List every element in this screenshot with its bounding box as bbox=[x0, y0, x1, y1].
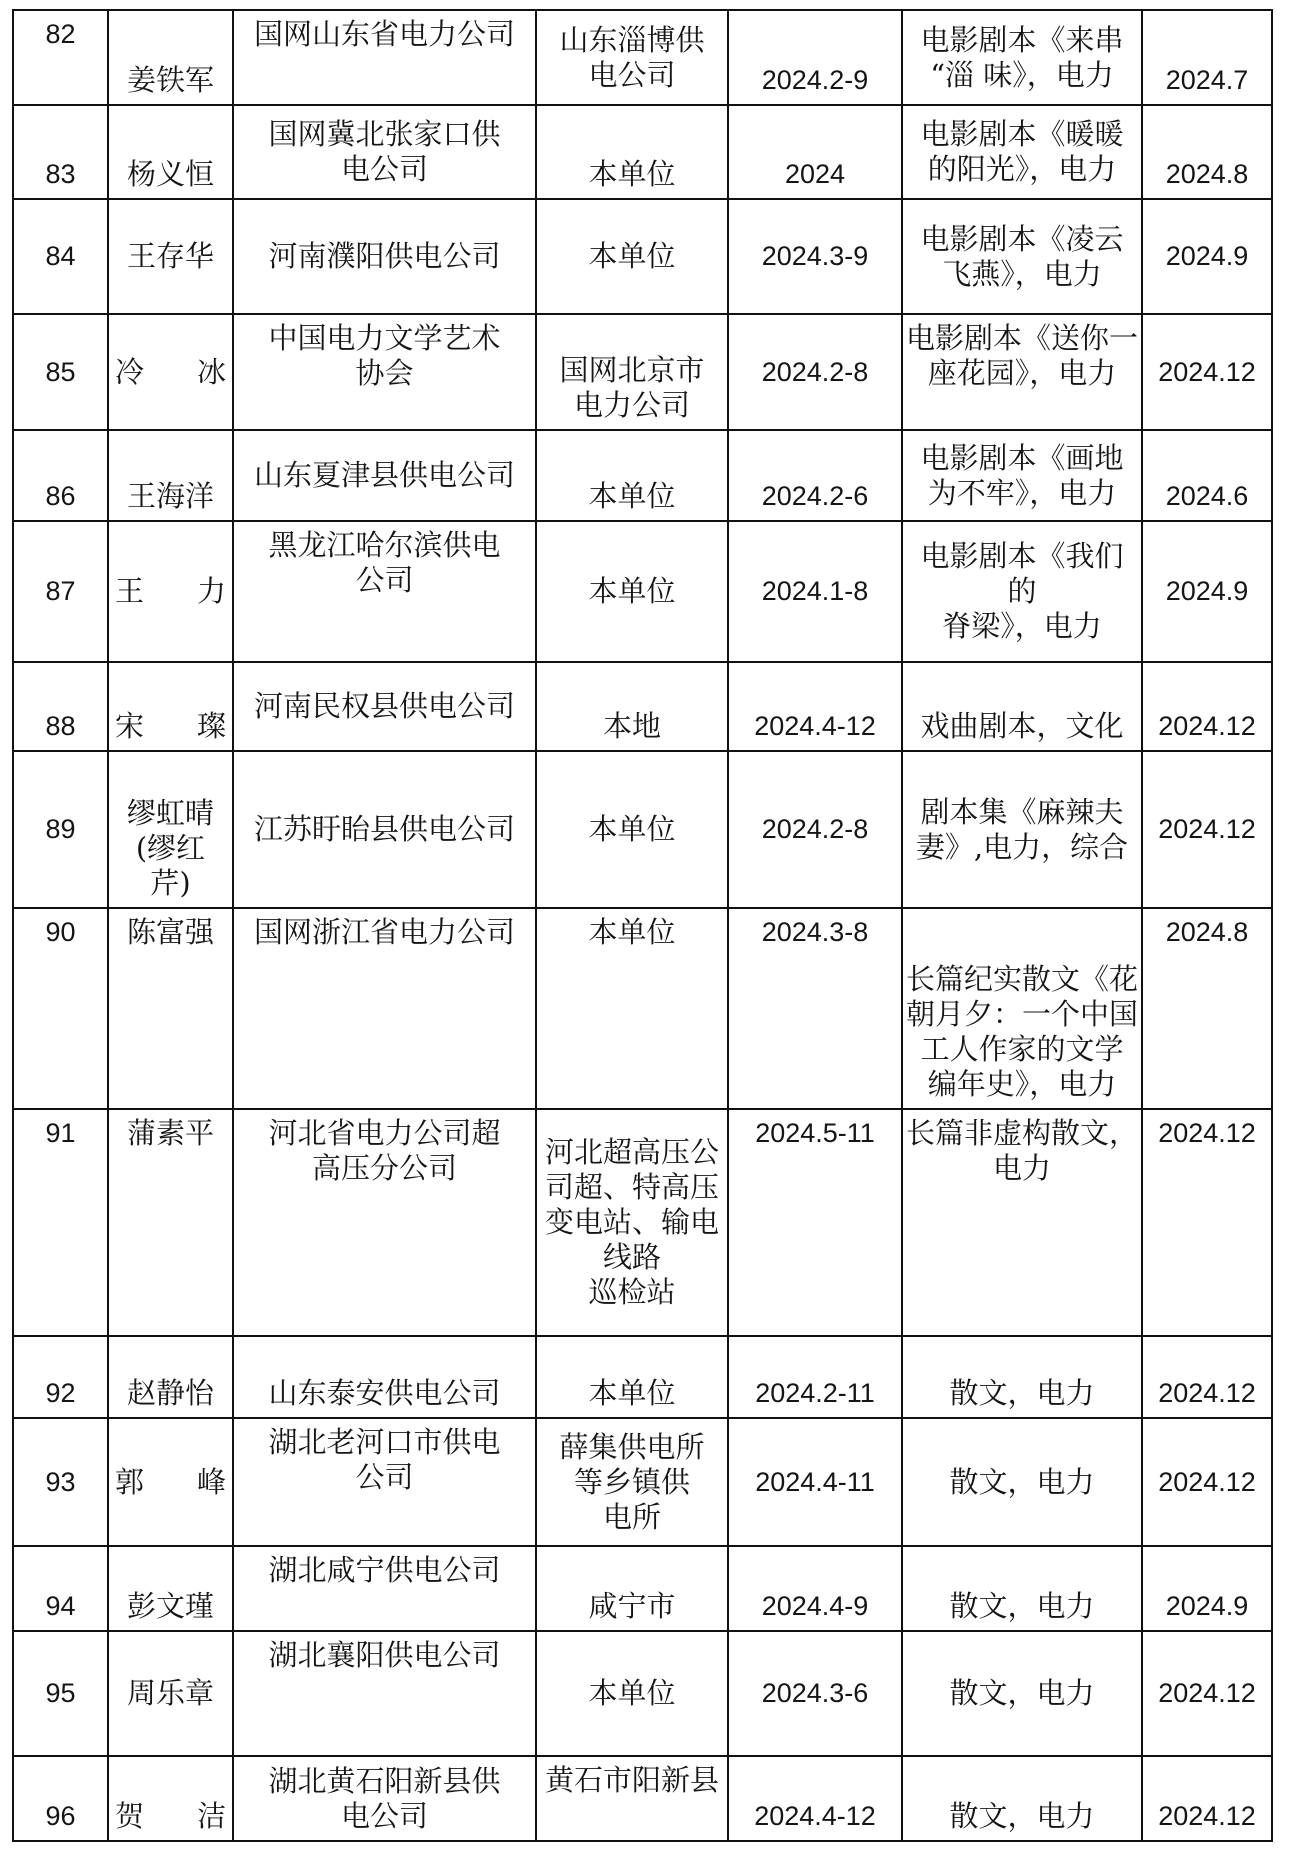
cell-text: 的阳光》，电力 bbox=[927, 152, 1117, 186]
location-cell bbox=[537, 431, 729, 522]
work-cell bbox=[903, 106, 1143, 200]
cell-text: 座花园》，电力 bbox=[927, 356, 1117, 390]
location-cell bbox=[537, 200, 729, 315]
work-cell bbox=[903, 1632, 1143, 1757]
cell-text: 95 bbox=[45, 1678, 76, 1708]
cell-text: 2024.2-11 bbox=[755, 1378, 875, 1408]
cell-text: 2024.2-8 bbox=[761, 356, 869, 387]
cell-text: 电公司 bbox=[340, 1798, 428, 1833]
row-number-cell bbox=[14, 431, 109, 522]
location-cell bbox=[537, 11, 729, 106]
published-cell bbox=[1143, 1419, 1273, 1547]
cell-text: 的 bbox=[1007, 574, 1037, 608]
cell-text: 91 bbox=[45, 1118, 76, 1148]
row-number-cell bbox=[14, 1547, 109, 1632]
row-number-cell bbox=[14, 909, 109, 1110]
cell-text: 咸宁市 bbox=[588, 1589, 676, 1623]
period-cell bbox=[729, 663, 903, 752]
row-number-cell bbox=[14, 315, 109, 431]
published-cell bbox=[1143, 522, 1273, 663]
cell-text: 散文，电力 bbox=[949, 1676, 1095, 1710]
cell-text: 贺 洁 bbox=[115, 1799, 226, 1833]
published-cell bbox=[1143, 909, 1273, 1110]
work-cell bbox=[903, 663, 1143, 752]
cell-text: 冷 冰 bbox=[115, 354, 226, 389]
table-row bbox=[14, 200, 1273, 315]
cell-text: 电影剧本《凌云 bbox=[920, 221, 1124, 256]
cell-text: 82 bbox=[45, 19, 76, 49]
cell-text: 长篇纪实散文《花 bbox=[905, 962, 1138, 996]
unit-cell bbox=[234, 200, 537, 315]
cell-text: 国网北京市 bbox=[559, 353, 705, 387]
author-name-cell bbox=[109, 200, 234, 315]
cell-text: 2024.4-9 bbox=[761, 1591, 869, 1621]
cell-text: 本单位 bbox=[588, 239, 676, 273]
cell-text: 编年史》，电力 bbox=[927, 1067, 1117, 1101]
works-table bbox=[12, 9, 1273, 1842]
cell-text: 88 bbox=[45, 711, 76, 741]
work-cell bbox=[903, 1337, 1143, 1419]
cell-text: 2024.3-6 bbox=[761, 1678, 869, 1708]
cell-text: 2024.12 bbox=[1158, 814, 1256, 844]
author-name-cell bbox=[109, 431, 234, 522]
cell-text: 巡检站 bbox=[588, 1275, 676, 1309]
row-number-cell bbox=[14, 522, 109, 663]
cell-text: 公司 bbox=[355, 563, 414, 597]
author-name-cell bbox=[109, 1337, 234, 1419]
cell-text: 王存华 bbox=[126, 239, 214, 273]
cell-text: 戏曲剧本，文化 bbox=[920, 709, 1124, 743]
cell-text: 周乐章 bbox=[126, 1676, 214, 1710]
period-cell bbox=[729, 1547, 903, 1632]
cell-text: 2024.2-6 bbox=[761, 481, 869, 511]
table-row bbox=[14, 909, 1273, 1110]
cell-text: 国网浙江省电力公司 bbox=[253, 915, 515, 949]
location-cell bbox=[537, 522, 729, 663]
cell-text: 电影剧本《画地 bbox=[920, 440, 1124, 475]
cell-text: 蒲素平 bbox=[126, 1116, 214, 1150]
cell-text: 赵静怡 bbox=[126, 1376, 214, 1410]
cell-text: 中国电力文学艺术 bbox=[268, 321, 501, 355]
table-row bbox=[14, 522, 1273, 663]
cell-text: 2024.9 bbox=[1165, 1591, 1249, 1621]
cell-text: 杨义恒 bbox=[126, 157, 214, 191]
cell-text: 2024.3-8 bbox=[761, 917, 869, 947]
cell-text: 83 bbox=[45, 159, 76, 189]
cell-text: 陈富强 bbox=[126, 915, 214, 949]
location-cell bbox=[537, 1632, 729, 1757]
cell-text: 线路 bbox=[602, 1240, 661, 1274]
cell-text: 河南民权县供电公司 bbox=[253, 689, 515, 723]
author-name-cell bbox=[109, 11, 234, 106]
period-cell bbox=[729, 909, 903, 1110]
cell-text: 河北超高压公 bbox=[544, 1135, 719, 1169]
author-name-cell bbox=[109, 1757, 234, 1842]
cell-text: 散文，电力 bbox=[949, 1799, 1095, 1833]
cell-text: 湖北襄阳供电公司 bbox=[268, 1638, 501, 1672]
location-cell bbox=[537, 1337, 729, 1419]
author-name-cell bbox=[109, 1632, 234, 1757]
cell-text: 2024.12 bbox=[1158, 1801, 1256, 1831]
cell-text: 92 bbox=[45, 1378, 76, 1408]
location-cell bbox=[537, 752, 729, 909]
cell-text: 散文，电力 bbox=[949, 1376, 1095, 1410]
table-row bbox=[14, 106, 1273, 200]
cell-text: 公司 bbox=[355, 1460, 414, 1494]
cell-text: 90 bbox=[45, 917, 76, 947]
table-row bbox=[14, 663, 1273, 752]
unit-cell bbox=[234, 1632, 537, 1757]
cell-text: 电力公司 bbox=[573, 388, 690, 422]
cell-text: 2024.4-11 bbox=[755, 1466, 875, 1497]
cell-text: 高压分公司 bbox=[311, 1151, 457, 1185]
cell-text: 散文，电力 bbox=[949, 1464, 1095, 1499]
location-cell bbox=[537, 1110, 729, 1337]
published-cell bbox=[1143, 1757, 1273, 1842]
work-cell bbox=[903, 752, 1143, 909]
cell-text: 湖北咸宁供电公司 bbox=[268, 1553, 501, 1587]
unit-cell bbox=[234, 315, 537, 431]
cell-text: 电影剧本《送你一 bbox=[905, 321, 1138, 355]
period-cell bbox=[729, 11, 903, 106]
cell-text: 山东淄博供 bbox=[559, 22, 705, 57]
cell-text: 本地 bbox=[602, 709, 661, 743]
cell-text: 2024.7 bbox=[1165, 65, 1249, 95]
cell-text: 王 力 bbox=[115, 574, 226, 608]
cell-text: 2024.12 bbox=[1158, 1678, 1256, 1708]
work-cell bbox=[903, 11, 1143, 106]
published-cell bbox=[1143, 1547, 1273, 1632]
row-number-cell bbox=[14, 1110, 109, 1337]
cell-text: 2024.12 bbox=[1158, 711, 1256, 741]
published-cell bbox=[1143, 200, 1273, 315]
cell-text: 2024.9 bbox=[1165, 576, 1249, 606]
work-cell bbox=[903, 909, 1143, 1110]
published-cell bbox=[1143, 1110, 1273, 1337]
work-cell bbox=[903, 1757, 1143, 1842]
unit-cell bbox=[234, 11, 537, 106]
cell-text: 2024.6 bbox=[1165, 481, 1249, 511]
period-cell bbox=[729, 200, 903, 315]
period-cell bbox=[729, 1337, 903, 1419]
cell-text: 电影剧本《我们 bbox=[920, 539, 1124, 573]
cell-text: 2024.12 bbox=[1158, 1466, 1256, 1497]
cell-text: 86 bbox=[45, 481, 76, 511]
author-name-cell bbox=[109, 1110, 234, 1337]
table-row bbox=[14, 1632, 1273, 1757]
period-cell bbox=[729, 315, 903, 431]
cell-text: 2024.1-8 bbox=[761, 576, 869, 606]
cell-text: 94 bbox=[45, 1591, 76, 1621]
published-cell bbox=[1143, 315, 1273, 431]
cell-text: 宋 璨 bbox=[115, 709, 226, 743]
cell-text: 本单位 bbox=[588, 479, 676, 513]
cell-text: 工人作家的文学 bbox=[920, 1032, 1124, 1066]
cell-text: 89 bbox=[45, 814, 76, 844]
author-name-cell bbox=[109, 315, 234, 431]
cell-text: 朝月夕：一个中国 bbox=[905, 997, 1138, 1031]
table-row bbox=[14, 11, 1273, 106]
cell-text: 电所 bbox=[602, 1499, 661, 1534]
published-cell bbox=[1143, 663, 1273, 752]
unit-cell bbox=[234, 522, 537, 663]
cell-text: 黄石市阳新县 bbox=[544, 1763, 719, 1797]
row-number-cell bbox=[14, 1632, 109, 1757]
cell-text: 王海洋 bbox=[126, 479, 214, 513]
cell-text: 司超、特高压 bbox=[544, 1170, 719, 1204]
unit-cell bbox=[234, 752, 537, 909]
cell-text: 85 bbox=[45, 356, 76, 387]
cell-text: 飞燕》，电力 bbox=[942, 256, 1102, 291]
cell-text: 剧本集《麻辣夫 bbox=[920, 794, 1124, 829]
table-row bbox=[14, 1757, 1273, 1842]
cell-text: 84 bbox=[45, 241, 76, 271]
author-name-cell bbox=[109, 106, 234, 200]
row-number-cell bbox=[14, 106, 109, 200]
period-cell bbox=[729, 431, 903, 522]
location-cell bbox=[537, 1757, 729, 1842]
unit-cell bbox=[234, 1337, 537, 1419]
period-cell bbox=[729, 1419, 903, 1547]
table-row bbox=[14, 1419, 1273, 1547]
author-name-cell bbox=[109, 522, 234, 663]
cell-text: (缪红 bbox=[135, 831, 206, 865]
published-cell bbox=[1143, 11, 1273, 106]
cell-text: 2024.2-8 bbox=[761, 814, 869, 844]
work-cell bbox=[903, 315, 1143, 431]
location-cell bbox=[537, 1547, 729, 1632]
location-cell bbox=[537, 1419, 729, 1547]
cell-text: 彭文瑾 bbox=[126, 1589, 214, 1623]
cell-text: 2024.2-9 bbox=[761, 65, 869, 95]
unit-cell bbox=[234, 909, 537, 1110]
table-row bbox=[14, 315, 1273, 431]
author-name-cell bbox=[109, 663, 234, 752]
cell-text: 湖北老河口市供电 bbox=[268, 1425, 501, 1459]
cell-text: 缪虹晴 bbox=[126, 796, 214, 830]
cell-text: 河南濮阳供电公司 bbox=[268, 239, 501, 273]
cell-text: 电影剧本《暖暖 bbox=[920, 117, 1124, 151]
published-cell bbox=[1143, 106, 1273, 200]
published-cell bbox=[1143, 752, 1273, 909]
cell-text: 2024.8 bbox=[1165, 159, 1249, 189]
cell-text: 变电站、输电 bbox=[544, 1205, 719, 1239]
row-number-cell bbox=[14, 1757, 109, 1842]
cell-text: “淄 味》，电力 bbox=[930, 57, 1114, 92]
author-name-cell bbox=[109, 1547, 234, 1632]
cell-text: 2024.12 bbox=[1158, 356, 1256, 387]
cell-text: 薛集供电所 bbox=[559, 1429, 705, 1464]
cell-text: 96 bbox=[45, 1801, 76, 1831]
cell-text: 本单位 bbox=[588, 1676, 676, 1710]
cell-text: 2024.4-12 bbox=[754, 1801, 876, 1831]
work-cell bbox=[903, 1419, 1143, 1547]
cell-text: 山东泰安供电公司 bbox=[268, 1376, 501, 1410]
cell-text: 江苏盱眙县供电公司 bbox=[253, 812, 515, 846]
cell-text: 2024.9 bbox=[1165, 241, 1249, 271]
unit-cell bbox=[234, 106, 537, 200]
cell-text: 93 bbox=[45, 1466, 76, 1497]
table-row bbox=[14, 1110, 1273, 1337]
cell-text: 国网冀北张家口供 bbox=[268, 117, 501, 151]
cell-text: 山东夏津县供电公司 bbox=[253, 458, 515, 492]
work-cell bbox=[903, 1547, 1143, 1632]
cell-text: 2024.4-12 bbox=[754, 711, 876, 741]
cell-text: 本单位 bbox=[588, 1376, 676, 1410]
cell-text: 87 bbox=[45, 576, 76, 606]
row-number-cell bbox=[14, 1337, 109, 1419]
author-name-cell bbox=[109, 909, 234, 1110]
cell-text: 电力 bbox=[992, 1151, 1051, 1185]
cell-text: 湖北黄石阳新县供 bbox=[268, 1763, 501, 1798]
location-cell bbox=[537, 909, 729, 1110]
cell-text: 妻》,电力，综合 bbox=[915, 829, 1129, 864]
unit-cell bbox=[234, 1547, 537, 1632]
cell-text: 郭 峰 bbox=[115, 1464, 226, 1499]
cell-text: 脊梁》，电力 bbox=[942, 609, 1102, 643]
cell-text: 姜铁军 bbox=[126, 63, 214, 97]
cell-text: 芹) bbox=[150, 866, 191, 900]
cell-text: 2024.8 bbox=[1165, 917, 1249, 947]
cell-text: 2024 bbox=[784, 159, 846, 189]
cell-text: 本单位 bbox=[588, 915, 676, 949]
published-cell bbox=[1143, 431, 1273, 522]
cell-text: 黑龙江哈尔滨供电 bbox=[268, 528, 501, 562]
unit-cell bbox=[234, 1757, 537, 1842]
work-cell bbox=[903, 200, 1143, 315]
cell-text: 本单位 bbox=[588, 157, 676, 191]
row-number-cell bbox=[14, 200, 109, 315]
cell-text: 电公司 bbox=[340, 152, 428, 186]
unit-cell bbox=[234, 663, 537, 752]
author-name-cell bbox=[109, 1419, 234, 1547]
cell-text: 本单位 bbox=[588, 574, 676, 608]
cell-text: 电公司 bbox=[588, 57, 676, 92]
cell-text: 电影剧本《来串 bbox=[920, 22, 1124, 57]
cell-text: 协会 bbox=[355, 356, 414, 390]
cell-text: 长篇非虚构散文， bbox=[905, 1116, 1138, 1150]
row-number-cell bbox=[14, 1419, 109, 1547]
unit-cell bbox=[234, 1110, 537, 1337]
table-row bbox=[14, 1337, 1273, 1419]
work-cell bbox=[903, 1110, 1143, 1337]
work-cell bbox=[903, 431, 1143, 522]
table-row bbox=[14, 752, 1273, 909]
cell-text: 为不牢》，电力 bbox=[927, 475, 1117, 510]
work-cell bbox=[903, 522, 1143, 663]
author-name-cell bbox=[109, 752, 234, 909]
table-row bbox=[14, 431, 1273, 522]
unit-cell bbox=[234, 431, 537, 522]
period-cell bbox=[729, 1757, 903, 1842]
period-cell bbox=[729, 752, 903, 909]
cell-text: 散文，电力 bbox=[949, 1589, 1095, 1623]
published-cell bbox=[1143, 1632, 1273, 1757]
period-cell bbox=[729, 522, 903, 663]
row-number-cell bbox=[14, 752, 109, 909]
cell-text: 2024.12 bbox=[1158, 1118, 1256, 1148]
cell-text: 2024.12 bbox=[1158, 1378, 1256, 1408]
period-cell bbox=[729, 1632, 903, 1757]
table-row bbox=[14, 1547, 1273, 1632]
period-cell bbox=[729, 1110, 903, 1337]
cell-text: 本单位 bbox=[588, 812, 676, 846]
unit-cell bbox=[234, 1419, 537, 1547]
row-number-cell bbox=[14, 11, 109, 106]
period-cell bbox=[729, 106, 903, 200]
row-number-cell bbox=[14, 663, 109, 752]
location-cell bbox=[537, 663, 729, 752]
cell-text: 2024.3-9 bbox=[761, 241, 869, 271]
location-cell bbox=[537, 106, 729, 200]
location-cell bbox=[537, 315, 729, 431]
cell-text: 国网山东省电力公司 bbox=[253, 17, 515, 51]
cell-text: 河北省电力公司超 bbox=[268, 1116, 501, 1150]
published-cell bbox=[1143, 1337, 1273, 1419]
cell-text: 2024.5-11 bbox=[755, 1118, 875, 1148]
cell-text: 等乡镇供 bbox=[573, 1464, 690, 1499]
